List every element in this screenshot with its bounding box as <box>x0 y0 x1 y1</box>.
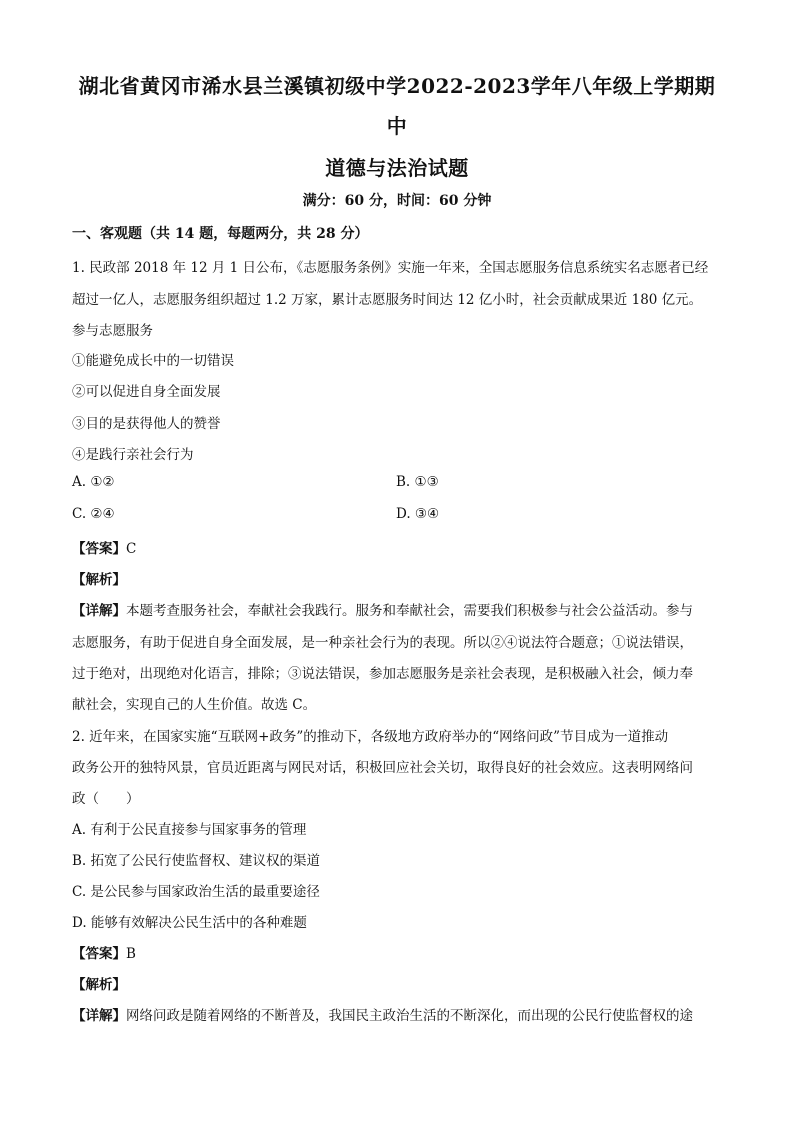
q1-item-3: ③目的是获得他人的赞誉 <box>72 416 221 432</box>
exam-subject: 道德与法治试题 <box>325 156 469 180</box>
q1-answer-value: C <box>126 541 137 557</box>
exam-title-line2: 中 <box>386 114 408 138</box>
q1-detail-line2: 志愿服务，有助于促进自身全面发展，是一种亲社会行为的表现。所以②④说法符合题意；①说法错误， <box>72 635 693 651</box>
detail-tag: 【详解】 <box>72 1008 126 1024</box>
q1-detail-line4: 献社会，实现自己的人生价值。故选 C。 <box>72 697 317 713</box>
analysis-tag: 【解析】 <box>72 572 126 588</box>
answer-tag: 【答案】 <box>72 946 126 962</box>
q1-detail-line1 <box>72 599 693 619</box>
q1-item-2: ②可以促进自身全面发展 <box>72 384 221 400</box>
q2-option-d: D. 能够有效解决公民生活中的各种难题 <box>72 915 307 931</box>
q2-answer-row <box>72 942 136 962</box>
q2-detail-line1 <box>72 1004 693 1024</box>
q1-detail-line3: 过于绝对，出现绝对化语言，排除；③说法错误，参加志愿服务是亲社会表现，是积极融入社会，倾力奉 <box>72 666 693 682</box>
score-info: 满分：60 分，时间：60 分钟 <box>302 193 492 209</box>
q2-stem-line3: 政（ ） <box>72 791 140 807</box>
q1-stem-line2: 超过一亿人，志愿服务组织超过 1.2 万家，累计志愿服务时间达 12 亿小时，社会贡献成果近 180 亿元。 <box>72 292 703 308</box>
q2-stem-line2: 政务公开的独特风景，官员近距离与网民对话，积极回应社会关切，取得良好的社会效应。这表明网络问 <box>72 760 693 776</box>
answer-tag: 【答案】 <box>72 541 126 557</box>
q1-stem-line1: 1. 民政部 2018 年 12 月 1 日公布，《志愿服务条例》实施一年来，全国志愿服务信息系统实名志愿者已经 <box>72 260 709 276</box>
q1-option-a: A. ①② <box>72 474 115 490</box>
q1-option-c: C. ②④ <box>72 506 115 522</box>
q1-option-d: D. ③④ <box>396 506 440 522</box>
q1-item-4: ④是践行亲社会行为 <box>72 447 194 463</box>
q2-stem-line1: 2. 近年来，在国家实施“互联网+政务”的推动下，各级地方政府举办的“网络问政”节目成为一道推动 <box>72 729 669 745</box>
q2-detail-text1: 网络问政是随着网络的不断普及，我国民主政治生活的不断深化，而出现的公民行使监督权的途 <box>126 1008 693 1024</box>
q1-item-1: ①能避免成长中的一切错误 <box>72 353 234 369</box>
q2-option-c: C. 是公民参与国家政治生活的最重要途径 <box>72 884 320 900</box>
q2-option-b: B. 拓宽了公民行使监督权、建议权的渠道 <box>72 853 321 869</box>
q2-option-a: A. 有利于公民直接参与国家事务的管理 <box>72 822 307 838</box>
q2-answer-value: B <box>126 946 136 962</box>
q1-stem-line3: 参与志愿服务 <box>72 323 153 339</box>
q1-answer-row <box>72 537 136 557</box>
q1-detail-text1: 本题考查服务社会，奉献社会我践行。服务和奉献社会，需要我们积极参与社会公益活动。参与 <box>126 603 693 619</box>
detail-tag: 【详解】 <box>72 603 126 619</box>
analysis-tag: 【解析】 <box>72 977 126 993</box>
exam-title-line1: 湖北省黄冈市浠水县兰溪镇初级中学2022-2023学年八年级上学期期 <box>78 74 716 98</box>
q1-option-b: B. ①③ <box>396 474 439 490</box>
section-heading: 一、客观题（共 14 题，每题两分，共 28 分） <box>72 226 369 242</box>
